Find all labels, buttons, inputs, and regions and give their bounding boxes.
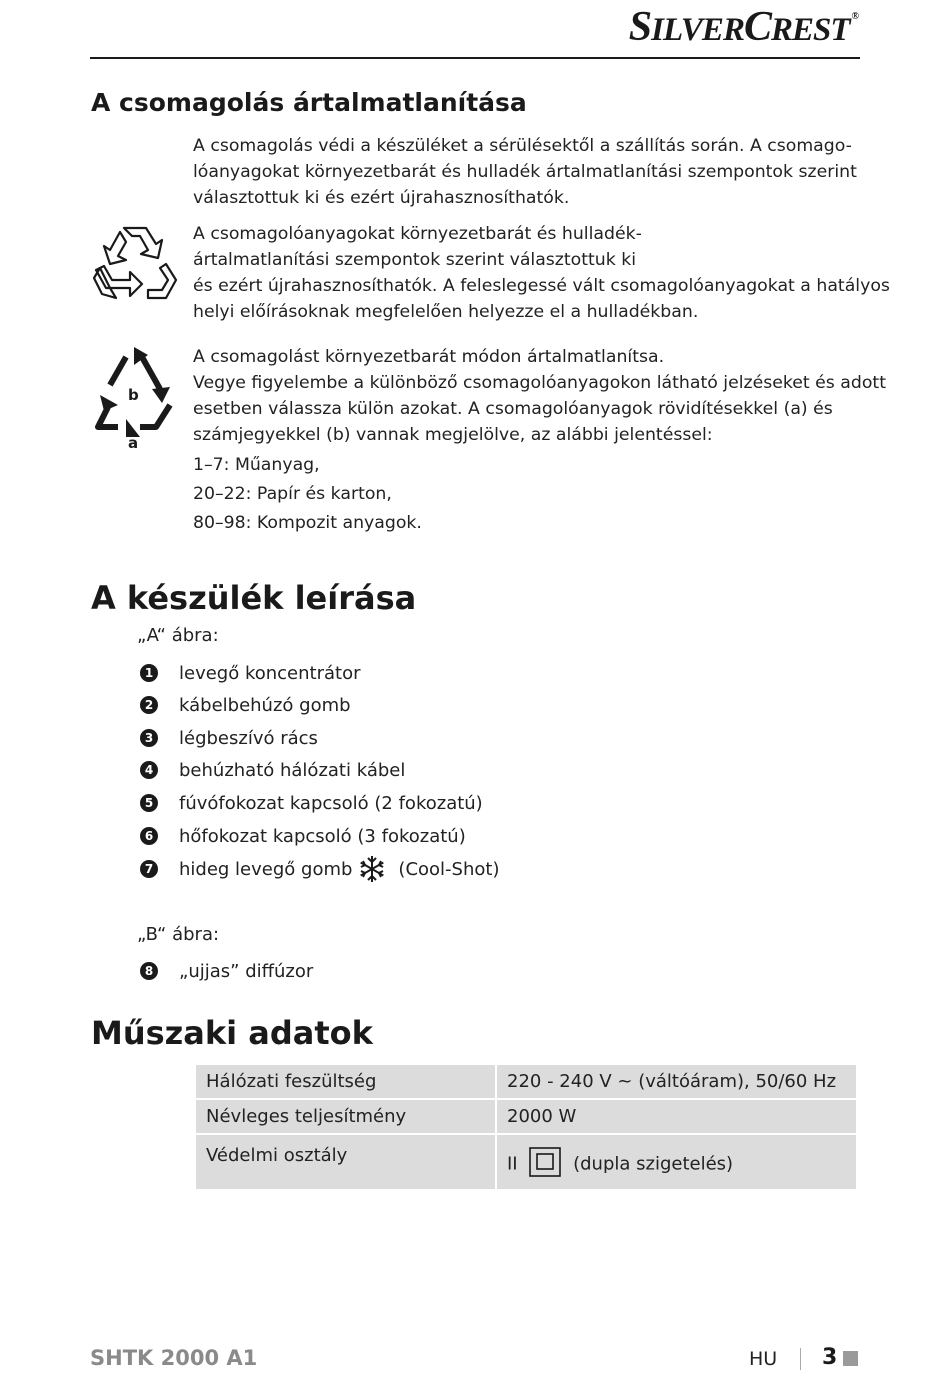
list-item: 1 levegő koncentrátor [140, 660, 361, 686]
symbol-label-b: b [128, 386, 139, 404]
packaging-paragraph-2: A csomagolóanyagokat környezetbarát és hulladék- ártalmatlanítási szempontok szerint választottuk ki és ezért újrahasznosíthatók. A feleslegessé vált csomagolóanyagokat a hatályos helyi előírásoknak megfelelően helyezze el a hulladékban. [193, 224, 890, 322]
recycle-icon [90, 222, 182, 312]
specs-table [194, 1063, 858, 1191]
symbol-label-a: a [128, 434, 139, 452]
packaging-paragraph-1: A csomagolás védi a készüléket a sérülésektől a szállítás során. A csomago- lóanyagokat környezetbarát és hulladék ártalmatlanítási szempontok szerint választottuk ki és ezért újrahasznosíthatók. [193, 136, 857, 208]
description-heading: A készülék leírása [91, 579, 417, 617]
footer-divider [800, 1348, 801, 1370]
packaging-paragraph-3: A csomagolást környezetbarát módon ártalmatlanítsa. Vegye figyelembe a különböző csomagolóanyagokon látható jelzéseket és adott esetben válassza külön azokat. A csomagolóanyagok rövidítésekkel (a) és számjegyekkel (b) vannak megjelölve, az alábbi jelentéssel: [193, 347, 886, 445]
list-item: 2 kábelbehúzó gomb [140, 692, 351, 718]
table-row: Hálózati feszültség 220 - 240 V ~ (váltóáram), 50/60 Hz [196, 1065, 856, 1098]
table-row: Védelmi osztály II (dupla szigetelés) [196, 1135, 856, 1189]
figure-b-label: „B“ ábra: [137, 924, 220, 945]
figure-a-label: „A“ ábra: [137, 625, 219, 646]
list-item: 6 hőfokozat kapcsoló (3 fokozatú) [140, 823, 466, 849]
footer-model: SHTK 2000 A1 [90, 1346, 258, 1370]
specs-heading: Műszaki adatok [91, 1014, 373, 1052]
footer-language: HU [749, 1348, 778, 1370]
brand-logo: SILVERCREST ® [628, 4, 858, 50]
header-rule [90, 57, 860, 59]
list-item: 5 fúvófokozat kapcsoló (2 fokozatú) [140, 790, 483, 816]
snowflake-icon [358, 855, 386, 883]
footer-square-marker [843, 1351, 858, 1366]
protection-class-value: II (dupla szigetelés) [497, 1135, 856, 1189]
table-row: Névleges teljesítmény 2000 W [196, 1100, 856, 1133]
list-item: 8 „ujjas” diffúzor [140, 958, 313, 984]
list-item: 4 behúzható hálózati kábel [140, 757, 405, 783]
page-number: 3 [822, 1345, 838, 1370]
list-item: 3 légbeszívó rács [140, 725, 318, 751]
packaging-heading: A csomagolás ártalmatlanítása [91, 88, 527, 117]
list-item: 7 hideg levegő gomb (Cool-Shot) [140, 856, 499, 882]
material-codes-list: 1–7: Műanyag, 20–22: Papír és karton, 80–98: Kompozit anyagok. [193, 455, 422, 533]
double-insulation-icon [529, 1147, 561, 1182]
